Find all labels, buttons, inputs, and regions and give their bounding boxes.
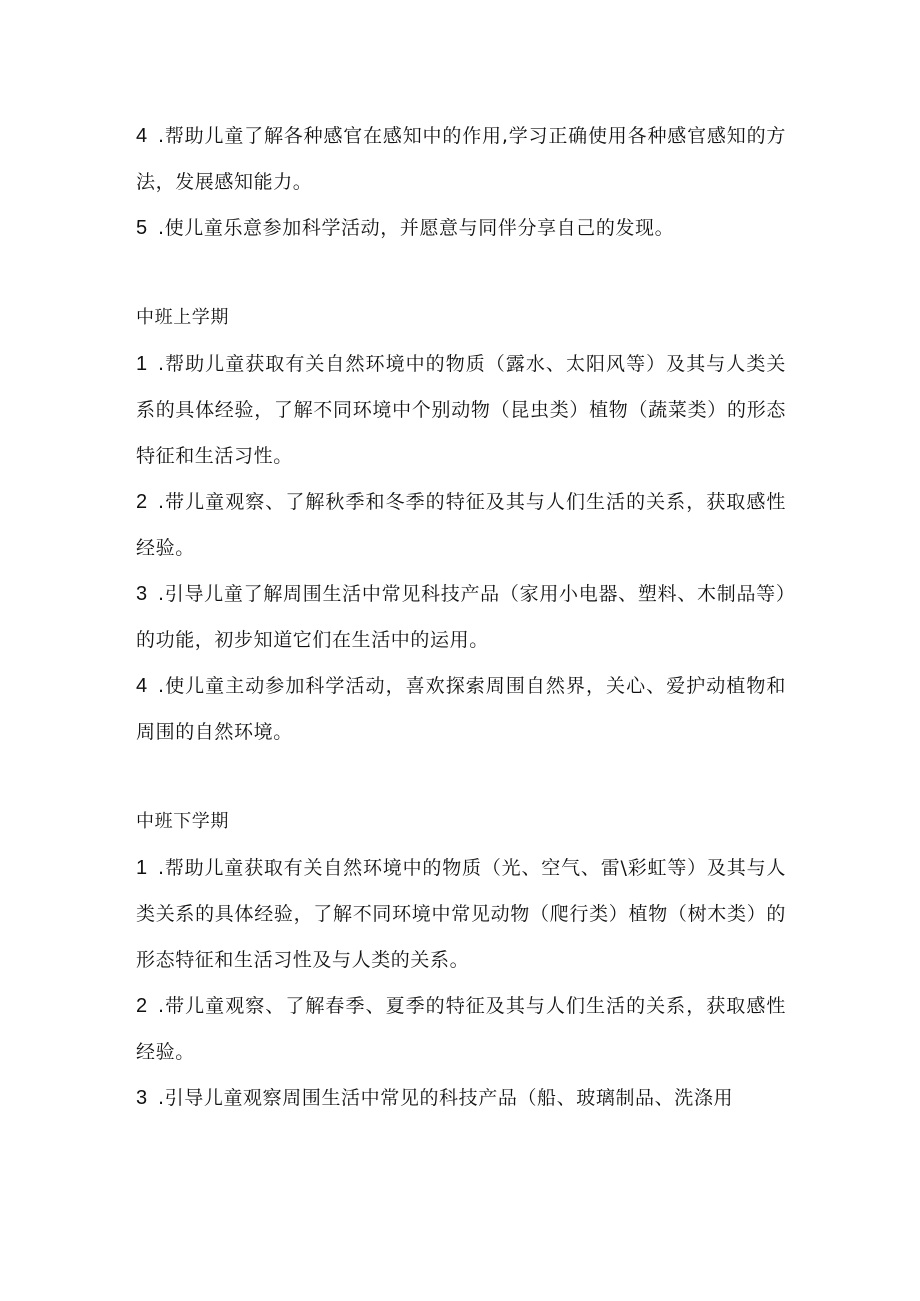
section-heading-middle-class-first-term: 中班上学期 bbox=[136, 307, 229, 328]
item-number: 2 bbox=[136, 995, 148, 1017]
item-text: .使儿童乐意参加科学活动，并愿意与同伴分享自己的发现。 bbox=[158, 217, 675, 239]
section1-item-4 bbox=[136, 663, 786, 755]
item-number: 1 bbox=[136, 353, 148, 375]
section2-item-2 bbox=[136, 983, 786, 1075]
section-heading-middle-class-second-term: 中班下学期 bbox=[136, 811, 229, 832]
item-text: .引导儿童观察周围生活中常见的科技产品（船、玻璃制品、洗涤用 bbox=[158, 1087, 734, 1109]
item-text: .引导儿童了解周围生活中常见科技产品（家用小电器、塑料、木制品等）的功能，初步知道它们在生活中的运用。 bbox=[136, 583, 786, 651]
item-number: 3 bbox=[136, 1087, 148, 1109]
document-page bbox=[136, 113, 786, 1121]
intro-item-4 bbox=[136, 113, 786, 205]
section1-item-3 bbox=[136, 571, 786, 663]
item-number: 1 bbox=[136, 857, 148, 879]
item-text: .帮助儿童获取有关自然环境中的物质（露水、太阳风等）及其与人类关系的具体经验，了解不同环境中个别动物（昆虫类）植物（蔬菜类）的形态特征和生活习性。 bbox=[136, 353, 786, 467]
item-text: .帮助儿童获取有关自然环境中的物质（光、空气、雷\彩虹等）及其与人类关系的具体经验，了解不同环境中常见动物（爬行类）植物（树木类）的形态特征和生活习性及与人类的关系。 bbox=[136, 857, 786, 971]
item-number: 4 bbox=[136, 675, 148, 697]
item-text: .带儿童观察、了解春季、夏季的特征及其与人们生活的关系，获取感性经验。 bbox=[136, 995, 786, 1063]
section1-item-1 bbox=[136, 341, 786, 479]
section1-item-2 bbox=[136, 479, 786, 571]
item-text: .帮助儿童了解各种感官在感知中的作用,学习正确使用各种感官感知的方法，发展感知能力。 bbox=[136, 125, 786, 193]
item-number: 5 bbox=[136, 217, 148, 239]
item-number: 2 bbox=[136, 491, 148, 513]
item-number: 3 bbox=[136, 583, 148, 605]
item-text: .使儿童主动参加科学活动，喜欢探索周围自然界，关心、爱护动植物和周围的自然环境。 bbox=[136, 675, 786, 743]
item-text: .带儿童观察、了解秋季和冬季的特征及其与人们生活的关系，获取感性经验。 bbox=[136, 491, 786, 559]
section2-item-3 bbox=[136, 1075, 786, 1121]
section2-item-1 bbox=[136, 845, 786, 983]
item-number: 4 bbox=[136, 125, 148, 147]
intro-item-5 bbox=[136, 205, 786, 251]
